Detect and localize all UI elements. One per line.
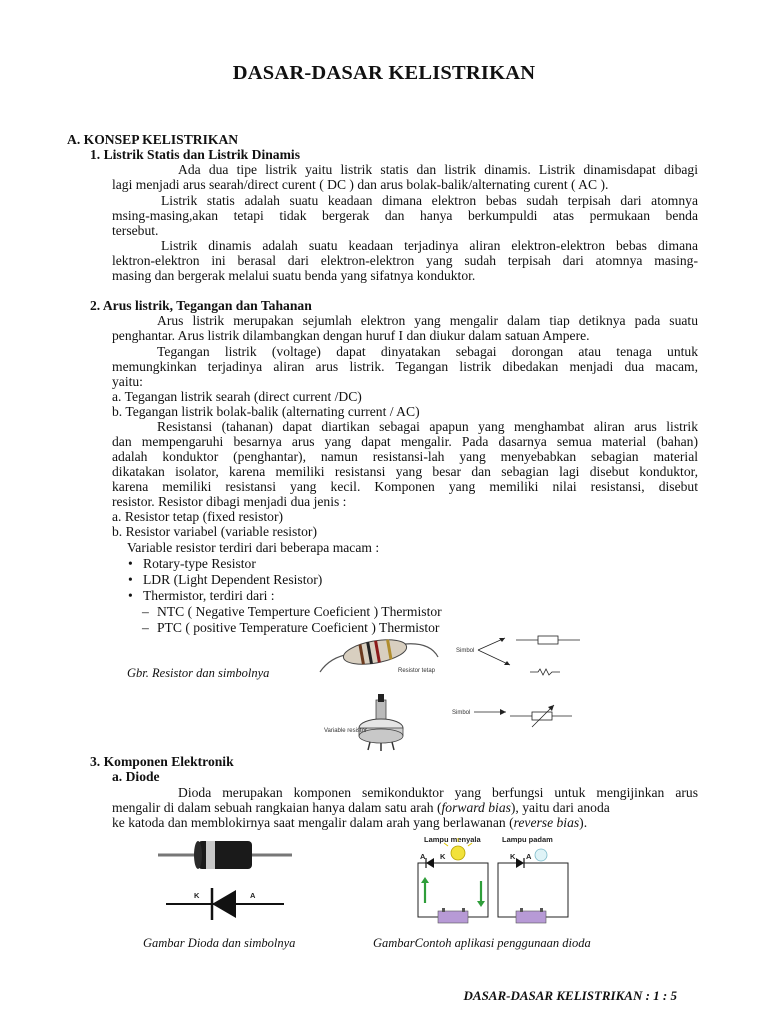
paragraph-line: Ada dua tipe listrik yaitu listrik statis dan listrik dinamis. Listrik dinamisdapat dibagi [178, 162, 698, 177]
label-lamp-off: Lampu padam [502, 835, 553, 844]
list-item: b. Tegangan listrik bolak-balik (alternating current / AC) [112, 404, 420, 419]
fixed-resistor-symbol [456, 636, 580, 675]
label-a-off: A [526, 852, 532, 861]
list-item: a. Tegangan listrik searah (direct current /DC) [112, 389, 362, 404]
paragraph-line: karena memiliki resistansi yang kecil. Komponen yang memiliki nilai resistansi, disebut [112, 479, 698, 494]
text-run: ke katoda dan memblokirnya saat mengalir dalam arah yang berlawanan ( [112, 815, 514, 830]
bullet-item: • Rotary-type Resistor [143, 556, 256, 571]
figure-caption: Gbr. Resistor dan simbolnya [127, 666, 270, 680]
paragraph-line [112, 800, 610, 815]
list-item: a. Resistor tetap (fixed resistor) [112, 509, 284, 524]
item2-heading: 2. Arus listrik, Tegangan dan Tahanan [90, 298, 312, 313]
diode-subheading: a. Diode [112, 769, 160, 784]
figure-caption-application: GambarContoh aplikasi penggunaan dioda [373, 936, 591, 950]
paragraph-line: lektron-elektron ini berasal dari elektron-elektron yang sudah terpisah dari atomnya masing- [112, 253, 698, 268]
text-run: ), yaitu dari anoda [510, 800, 610, 815]
paragraph-line: masing dan bergerak melalui suatu benda yang sifatnya konduktor. [112, 268, 476, 283]
paragraph-line: Variable resistor terdiri dari beberapa macam : [127, 540, 380, 555]
figure-caption-diode: Gambar Dioda dan simbolnya [143, 936, 296, 950]
paragraph-line: Tegangan listrik (voltage) dapat dinyatakan sebagai dorongan atau tenaga untuk [157, 344, 698, 359]
forward-bias-term: forward bias [441, 800, 511, 815]
label-k-on: K [440, 852, 446, 861]
paragraph-line: Listrik statis adalah suatu keadaan dimana elektron bebas sudah terpisah dari atomnya [161, 193, 698, 208]
list-item: b. Resistor variabel (variable resistor) [112, 524, 317, 539]
label-symbol-1: Simbol [456, 648, 475, 654]
paragraph-line: resistor. Resistor dibagi menjadi dua jenis : [112, 494, 347, 509]
resistor-figure [310, 632, 590, 752]
label-k-off: K [510, 852, 516, 861]
page-title: DASAR-DASAR KELISTRIKAN [232, 62, 536, 84]
text-run: mengalir di dalam sebuah rangkaian hanya dalam satu arah ( [112, 800, 442, 815]
circuit-lamp-on [418, 835, 488, 923]
paragraph-line: Resistansi (tahanan) dapat diartikan sebagai apapun yang menghambat aliran arus listrik [157, 419, 698, 434]
label-a: A [250, 891, 256, 900]
diode-figure [150, 835, 300, 930]
bullet-item: • LDR (Light Dependent Resistor) [143, 572, 322, 587]
diode-symbol [166, 888, 284, 920]
fixed-resistor-illustration [320, 636, 438, 674]
diode-illustration [158, 841, 292, 869]
paragraph-line: penghantar. Arus listrik dilambangkan dengan huruf I dan diukur dalam satuan Ampere. [112, 328, 590, 343]
bullet-item: • Thermistor, terdiri dari : [143, 588, 275, 603]
circuit-lamp-off [498, 835, 568, 923]
dash-item: – NTC ( Negative Temperture Coeficient ) Thermistor [157, 604, 442, 619]
paragraph-line: adalah konduktor (penghantar), namun resistansi-lah yang menyebabkan sebagian material [112, 449, 698, 464]
item3-heading: 3. Komponen Elektronik [90, 754, 234, 769]
label-k: K [194, 891, 200, 900]
paragraph-line: Arus listrik merupakan sejumlah elektron yang mengalir dalam tiap detiknya pada suatu [157, 313, 698, 328]
paragraph-line: msing-masing,akan tetapi tidak bergerak dan hanya berkumpuldi atas permukaan benda [112, 208, 698, 223]
paragraph-line: Dioda merupakan komponen semikonduktor yang berfungsi untuk mengijinkan arus [178, 785, 698, 800]
label-symbol-2: Simbol [452, 710, 471, 716]
paragraph-line: dikatakan isolator, karena memiliki resistansi yang besar dan sebagian lagi disebut konduktor, [112, 464, 698, 479]
label-a-on: A [420, 852, 426, 861]
variable-resistor-illustration [324, 694, 403, 751]
paragraph-line [112, 815, 587, 830]
paragraph-line: memungkinkan terjadinya aliran arus listrik. Tegangan listrik dibedakan menjadi dua macam, [112, 359, 698, 374]
reverse-bias-term: reverse bias [513, 815, 580, 830]
paragraph-line: yaitu: [112, 374, 143, 389]
text-run: ). [579, 815, 588, 830]
paragraph-line: Listrik dinamis adalah suatu keadaan terjadinya aliran elektron-elektron bebas dimana [161, 238, 698, 253]
paragraph-line: tersebut. [112, 223, 159, 238]
paragraph-line: dan mempengaruhi besarnya arus yang dapat mengalir. Pada dasarnya semua material (bahan) [112, 434, 698, 449]
dash-item: – PTC ( positive Temperature Coeficient ) Thermistor [157, 620, 439, 635]
label-lamp-on: Lampu menyala [424, 835, 481, 844]
variable-resistor-symbol [452, 705, 572, 727]
paragraph-line: lagi menjadi arus searah/direct curent ( DC ) dan arus bolak-balik/alternating curent ( AC ). [112, 177, 609, 192]
diode-application-figure [408, 833, 578, 928]
page-footer: DASAR-DASAR KELISTRIKAN : 1 : 5 [463, 988, 677, 1003]
item1-heading: 1. Listrik Statis dan Listrik Dinamis [90, 147, 300, 162]
section-a-heading: A. KONSEP KELISTRIKAN [67, 132, 239, 147]
label-fixed-resistor: Resistor tetap [398, 668, 436, 674]
label-variable-resistor: Variable resistor [324, 728, 367, 734]
